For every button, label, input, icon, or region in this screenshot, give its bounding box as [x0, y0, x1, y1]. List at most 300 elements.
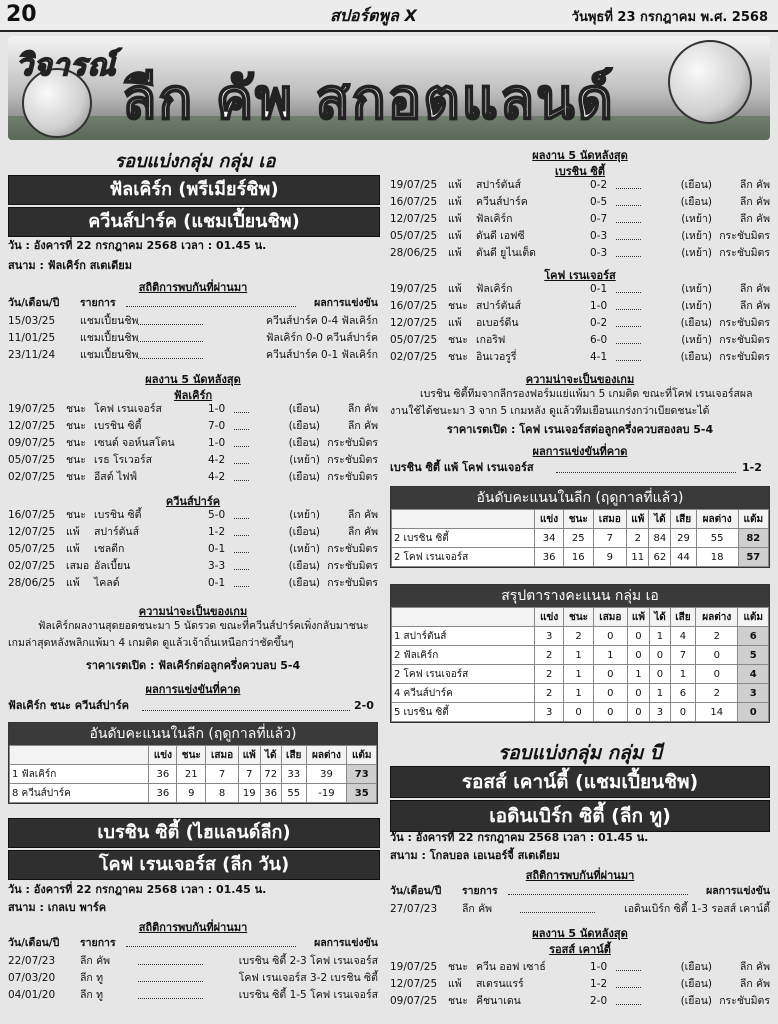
h2h-date: 07/03/20 [8, 972, 56, 984]
table-cell: 0 [627, 703, 649, 722]
leader-dots [138, 990, 203, 999]
leader-dots [508, 886, 688, 895]
form-opponent: สปาร์ตันส์ [94, 526, 140, 538]
h2h-date: 27/07/23 [390, 903, 438, 915]
table-cell: 1 [650, 627, 671, 646]
form-competition: ลีก คัพ [739, 300, 770, 312]
form-opponent: คีชนาเดน [476, 995, 521, 1007]
league-table [8, 722, 378, 804]
form-opponent: เกอริฟ [476, 334, 506, 346]
form-score: 5-0 [208, 509, 226, 521]
form-date: 16/07/25 [390, 300, 438, 312]
form-date: 28/06/25 [390, 247, 438, 259]
form-score: 3-3 [208, 560, 226, 572]
away-form-list [8, 508, 378, 598]
leader-dots [126, 298, 296, 307]
h2h-col-date: วัน/เดือน/ปี [8, 937, 60, 949]
form-score: 0-1 [208, 577, 226, 589]
home-form-list [390, 960, 770, 1020]
table-header-row [392, 608, 769, 627]
banner-title: ลีก คัพ สกอตแลนด์ [122, 67, 615, 132]
form-opponent: สปาร์ตันส์ [476, 179, 522, 191]
h2h-result: เบรชิน ซิตี้ 2-3 โคฟ เรนเจอร์ส [238, 955, 378, 967]
form-date: 19/07/25 [8, 403, 56, 415]
table-cell: 2 [696, 684, 738, 703]
table-cell: 82 [738, 529, 768, 548]
h2h-date: 11/01/25 [8, 332, 56, 344]
table-cell: 6 [738, 627, 769, 646]
form-date: 09/07/25 [390, 995, 438, 1007]
table-header-cell: แข่ง [149, 746, 177, 765]
form-venue: (เยือน) [288, 420, 320, 432]
match-datetime: วัน : อังคารที่ 22 กรกฎาคม 2568 เวลา : 01.45 น. [8, 883, 267, 896]
table-cell: 39 [306, 765, 347, 784]
form-competition: ลีก คัพ [347, 509, 378, 521]
table-cell: 6 [670, 684, 695, 703]
form-venue: (เยือน) [288, 471, 320, 483]
table-cell: 0 [627, 684, 649, 703]
table-cell: 2 [535, 684, 564, 703]
form-opponent: เชลตีก [94, 543, 125, 555]
team-name-cell: 8 ควีนส์ปาร์ค [10, 784, 149, 803]
table-cell: 5 [738, 646, 769, 665]
form-result: ชนะ [66, 437, 86, 449]
leader-dots [616, 248, 641, 257]
football-icon [668, 40, 752, 124]
leader-dots [616, 318, 641, 327]
table-header-cell: เสมอ [206, 746, 239, 765]
leader-dots [234, 404, 249, 413]
h2h-col-date: วัน/เดือน/ปี [390, 885, 442, 897]
table-cell: 2 [564, 627, 594, 646]
table-row [10, 784, 377, 803]
form-venue: (เหย้า) [681, 247, 712, 259]
home-team-banner: รอสส์ เคาน์ตี้ (แชมเปี้ยนชิพ) [390, 766, 770, 798]
table-cell: 3 [535, 627, 564, 646]
form-competition: ลีก คัพ [347, 526, 378, 538]
h2h-date: 04/01/20 [8, 989, 56, 1001]
table-cell: 4 [670, 627, 695, 646]
h2h-comp: แชมเปี้ยนชิพ [80, 315, 139, 327]
form-score: 1-0 [590, 961, 608, 973]
form-score: 1-0 [208, 437, 226, 449]
match-datetime: วัน : อังคารที่ 22 กรกฎาคม 2568 เวลา : 01.45 น. [8, 239, 267, 252]
table-header-cell: ผลต่าง [696, 510, 738, 529]
table-header-cell: เสีย [671, 510, 696, 529]
team-name-cell: 1 สปาร์ตันส์ [392, 627, 535, 646]
form-date: 05/07/25 [8, 454, 56, 466]
table-cell: 1 [593, 646, 627, 665]
table-cell: 0 [593, 703, 627, 722]
issue-date: วันพุธที่ 23 กรกฎาคม พ.ศ. 2568 [571, 10, 768, 25]
form-competition: กระชับมิตร [719, 995, 770, 1007]
form-venue: (เยือน) [680, 196, 712, 208]
h2h-comp: แชมเปี้ยนชิพ [80, 332, 139, 344]
form-opponent: สเตรนแรร์ [476, 978, 524, 990]
table-cell: 36 [535, 548, 564, 567]
form-result: ชนะ [66, 471, 86, 483]
table-header-cell: แพ้ [238, 746, 260, 765]
form-date: 19/07/25 [390, 179, 438, 191]
leader-dots [234, 421, 249, 430]
form-competition: ลีก คัพ [739, 179, 770, 191]
form-score: 1-2 [208, 526, 226, 538]
table-cell: 72 [260, 765, 281, 784]
leader-dots [234, 578, 249, 587]
form-competition: กระชับมิตร [719, 230, 770, 242]
leader-dots [616, 962, 641, 971]
form-competition: ลีก คัพ [739, 283, 770, 295]
form-venue: (เยือน) [288, 560, 320, 572]
table-cell: 34 [535, 529, 564, 548]
table-cell: 73 [347, 765, 377, 784]
table-cell: 57 [738, 548, 768, 567]
h2h-col-date: วัน/เดือน/ปี [8, 297, 60, 309]
table-cell: 1 [627, 665, 649, 684]
table-cell: 8 [206, 784, 239, 803]
page-number: 20 [6, 2, 37, 27]
table-cell: 19 [238, 784, 260, 803]
h2h-date: 23/11/24 [8, 349, 56, 361]
table-header-cell: ผลต่าง [306, 746, 347, 765]
form-result: ชนะ [66, 454, 86, 466]
standings-table [9, 745, 377, 803]
form-date: 02/07/25 [390, 351, 438, 363]
form-venue: (เยือน) [288, 526, 320, 538]
form-title: ผลงาน 5 นัดหลังสุด [532, 149, 628, 162]
table-cell: 0 [627, 646, 649, 665]
team-name-cell: 2 เบรชิน ซิตี้ [392, 529, 535, 548]
form-date: 12/07/25 [8, 526, 56, 538]
form-opponent: เรธ โรเวอร์ส [94, 454, 153, 466]
table-cell: 36 [260, 784, 281, 803]
leader-dots [616, 197, 641, 206]
match-venue: สนาม : เกลเบ พาร์ค [8, 901, 107, 914]
table-cell: 18 [696, 548, 738, 567]
table-cell: 7 [238, 765, 260, 784]
home-form-list [390, 178, 770, 268]
table-header-cell: ผลต่าง [696, 608, 738, 627]
table-cell: 0 [738, 703, 769, 722]
form-date: 12/07/25 [390, 978, 438, 990]
form-score: 0-3 [590, 247, 608, 259]
form-competition: กระชับมิตร [327, 471, 378, 483]
form-competition: กระชับมิตร [327, 577, 378, 589]
away-form-name: โคฟ เรนเจอร์ส [544, 269, 616, 282]
team-name-cell: 2 ฟัลเคิร์ก [392, 646, 535, 665]
form-date: 05/07/25 [390, 334, 438, 346]
table-cell: 36 [149, 784, 177, 803]
leader-dots [234, 510, 249, 519]
table-header-cell: แข่ง [535, 608, 564, 627]
leader-dots [616, 301, 641, 310]
leader-dots [142, 702, 350, 711]
form-result: แพ้ [66, 526, 80, 538]
form-result: ชนะ [66, 420, 86, 432]
table-cell: 3 [738, 684, 769, 703]
table-row [392, 684, 769, 703]
table-cell: 16 [563, 548, 593, 567]
form-result: ชนะ [448, 351, 468, 363]
form-opponent: เซนต์ จอห์นสโตน [94, 437, 175, 449]
form-score: 4-2 [208, 471, 226, 483]
table-header-cell: แพ้ [627, 510, 649, 529]
leader-dots [234, 561, 249, 570]
form-score: 0-2 [590, 179, 608, 191]
form-competition: กระชับมิตร [327, 543, 378, 555]
form-date: 19/07/25 [390, 961, 438, 973]
table-header-cell [10, 746, 149, 765]
table-cell: 55 [281, 784, 306, 803]
form-venue: (เยือน) [680, 351, 712, 363]
form-result: ชนะ [448, 334, 468, 346]
form-venue: (เหย้า) [681, 213, 712, 225]
h2h-col-result: ผลการแข่งขัน [706, 885, 770, 897]
form-competition: กระชับมิตร [719, 247, 770, 259]
form-opponent: อเบอร์ดีน [476, 317, 519, 329]
group-b-heading: รอบแบ่งกลุ่ม กลุ่ม บี [498, 742, 662, 764]
form-score: 7-0 [208, 420, 226, 432]
home-team-banner: เบรชิน ซิตี้ (ไฮแลนด์ลีก) [8, 818, 380, 848]
form-competition: ลีก คัพ [739, 961, 770, 973]
form-venue: (เหย้า) [681, 300, 712, 312]
form-result: แพ้ [448, 196, 462, 208]
table-cell: 7 [670, 646, 695, 665]
table-header-cell: ชนะ [563, 510, 593, 529]
form-date: 02/07/25 [8, 471, 56, 483]
form-score: 2-0 [590, 995, 608, 1007]
form-competition: กระชับมิตร [327, 454, 378, 466]
form-venue: (เหย้า) [681, 230, 712, 242]
form-opponent: เบรชิน ซิตี้ [94, 420, 142, 432]
table-header-cell: เสีย [670, 608, 695, 627]
leader-dots [616, 180, 641, 189]
team-name-cell: 1 ฟัลเคิร์ก [10, 765, 149, 784]
table-cell: -19 [306, 784, 347, 803]
home-team-banner: ฟัลเคิร์ก (พรีเมียร์ชิพ) [8, 175, 380, 205]
table-cell: 1 [564, 665, 594, 684]
h2h-result: โคฟ เรนเจอร์ส 3-2 เบรชิน ซิตี้ [238, 972, 378, 984]
form-result: ชนะ [66, 509, 86, 521]
h2h-title: สถิติการพบกันที่ผ่านมา [138, 281, 248, 294]
form-date: 28/06/25 [8, 577, 56, 589]
h2h-result: ควีนส์ปาร์ค 0-4 ฟัลเคิร์ก [265, 315, 378, 327]
h2h-col-result: ผลการแข่งขัน [314, 297, 378, 309]
group-a-heading: รอบแบ่งกลุ่ม กลุ่ม เอ [114, 151, 276, 172]
match-venue: สนาม : โกลบอล เอเนอร์จี้ สเตเดียม [390, 849, 560, 862]
form-score: 0-3 [590, 230, 608, 242]
table-cell: 2 [535, 646, 564, 665]
table-cell: 1 [564, 646, 594, 665]
table-cell: 0 [650, 646, 671, 665]
form-date: 05/07/25 [8, 543, 56, 555]
form-result: เสมอ [66, 560, 90, 572]
table-row [392, 548, 769, 567]
prediction-title: ผลการแข่งขันที่คาด [145, 683, 241, 696]
form-date: 02/07/25 [8, 560, 56, 572]
form-venue: (เยือน) [680, 995, 712, 1007]
away-form-name: ควีนส์ปาร์ค [165, 495, 221, 508]
form-result: แพ้ [448, 317, 462, 329]
form-score: 4-2 [208, 454, 226, 466]
table-cell: 7 [593, 529, 627, 548]
form-score: 0-5 [590, 196, 608, 208]
leader-dots [616, 214, 641, 223]
h2h-result: เอดินเบิร์ก ซิตี้ 1-3 รอสส์ เคาน์ตี้ [624, 903, 770, 915]
form-title: ผลงาน 5 นัดหลังสุด [145, 373, 241, 386]
table-cell: 9 [177, 784, 206, 803]
form-opponent: ฟัลเคิร์ก [476, 283, 513, 295]
form-result: แพ้ [448, 179, 462, 191]
prediction-text: ฟัลเคิร์ก ชนะ ควีนส์ปาร์ค [8, 699, 129, 712]
table-cell: 0 [627, 627, 649, 646]
league-table [390, 486, 770, 568]
table-header-cell: เสมอ [593, 510, 627, 529]
table-header-cell: แข่ง [535, 510, 564, 529]
table-cell: 2 [627, 529, 649, 548]
h2h-title: สถิติการพบกันที่ผ่านมา [525, 869, 635, 882]
table-cell: 4 [738, 665, 769, 684]
form-competition: กระชับมิตร [719, 334, 770, 346]
h2h-result: ควีนส์ปาร์ค 0-1 ฟัลเคิร์ก [265, 349, 378, 361]
opening-odds: ราคาเรตเปิด : โคฟ เรนเจอร์สต่อลูกครึ่งควบสองลบ 5-4 [446, 423, 714, 436]
table-header-cell: แต้ม [347, 746, 377, 765]
h2h-title: สถิติการพบกันที่ผ่านมา [138, 921, 248, 934]
table-cell: 84 [649, 529, 671, 548]
form-venue: (เหย้า) [681, 334, 712, 346]
form-date: 05/07/25 [390, 230, 438, 242]
form-competition: ลีก คัพ [739, 196, 770, 208]
table-cell: 0 [593, 665, 627, 684]
form-score: 1-2 [590, 978, 608, 990]
table-row [392, 529, 769, 548]
form-result: ชนะ [448, 961, 468, 973]
h2h-list [8, 936, 378, 1016]
table-cell: 3 [650, 703, 671, 722]
h2h-comp: ลีก คัพ [80, 955, 111, 967]
form-venue: (เยือน) [680, 179, 712, 191]
table-header-cell: แต้ม [738, 608, 769, 627]
form-opponent: ฟัลเคิร์ก [476, 213, 513, 225]
form-opponent: ควีน ออฟ เซาธ์ [476, 961, 546, 973]
form-result: แพ้ [448, 247, 462, 259]
form-score: 1-0 [590, 300, 608, 312]
form-result: แพ้ [448, 978, 462, 990]
h2h-col-comp: รายการ [80, 297, 116, 309]
leader-dots [234, 438, 249, 447]
table-cell: 1 [564, 684, 594, 703]
table-cell: 0 [650, 665, 671, 684]
form-venue: (เยือน) [680, 317, 712, 329]
table-cell: 2 [696, 627, 738, 646]
table-row [392, 703, 769, 722]
form-title: ผลงาน 5 นัดหลังสุด [532, 927, 628, 940]
prediction-score: 1-2 [742, 461, 762, 474]
away-team-banner: ควีนส์ปาร์ค (แชมเปี้ยนชิพ) [8, 207, 380, 237]
team-name-cell: 4 ควีนส์ปาร์ค [392, 684, 535, 703]
team-name-cell: 2 โคฟ เรนเจอร์ส [392, 665, 535, 684]
standings-table [391, 607, 769, 722]
leader-dots [138, 316, 203, 325]
h2h-comp: ลีก คัพ [462, 903, 493, 915]
leader-dots [616, 979, 641, 988]
table-cell: 11 [627, 548, 649, 567]
form-opponent: ดันดี เอฟซี [476, 230, 525, 242]
leader-dots [616, 996, 641, 1005]
form-venue: (เยือน) [680, 961, 712, 973]
table-row [10, 765, 377, 784]
opening-odds: ราคาเรตเปิด : ฟัลเคิร์กต่อลูกครึ่งควบลบ 5-4 [85, 659, 301, 672]
form-result: แพ้ [66, 577, 80, 589]
form-opponent: ไคลด์ [94, 577, 120, 589]
table-header-cell: ได้ [260, 746, 281, 765]
h2h-date: 22/07/23 [8, 955, 56, 967]
form-competition: ลีก คัพ [739, 213, 770, 225]
form-competition: กระชับมิตร [719, 351, 770, 363]
table-header-row [10, 746, 377, 765]
home-form-name: รอสส์ เคาน์ตี้ [549, 943, 611, 956]
form-date: 16/07/25 [390, 196, 438, 208]
form-result: แพ้ [66, 543, 80, 555]
table-cell: 35 [347, 784, 377, 803]
standings-table [391, 509, 769, 567]
h2h-comp: แชมเปี้ยนชิพ [80, 349, 139, 361]
away-form-list [390, 282, 770, 372]
form-competition: กระชับมิตร [327, 560, 378, 572]
form-date: 19/07/25 [390, 283, 438, 295]
prediction-text: เบรชิน ซิตี้ แพ้ โคฟ เรนเจอร์ส [390, 461, 534, 474]
table-cell: 0 [593, 627, 627, 646]
h2h-date: 15/03/25 [8, 315, 56, 327]
form-result: ชนะ [448, 995, 468, 1007]
h2h-list [8, 296, 378, 368]
table-header-cell: ได้ [650, 608, 671, 627]
form-result: ชนะ [448, 300, 468, 312]
form-date: 12/07/25 [8, 420, 56, 432]
table-cell: 21 [177, 765, 206, 784]
table-row [392, 627, 769, 646]
banner-subtitle: วิจารณ์ [16, 48, 117, 83]
table-cell: 14 [696, 703, 738, 722]
form-venue: (เหย้า) [289, 509, 320, 521]
form-score: 1-0 [208, 403, 226, 415]
form-result: ชนะ [66, 403, 86, 415]
group-summary-table [390, 584, 770, 723]
table-cell: 7 [206, 765, 239, 784]
table-cell: 1 [670, 665, 695, 684]
home-form-name: เบรชิน ซิตี้ [554, 165, 606, 178]
table-cell: 33 [281, 765, 306, 784]
table-header-cell: เสีย [281, 746, 306, 765]
form-venue: (เหย้า) [289, 454, 320, 466]
table-header-row [392, 510, 769, 529]
match-datetime: วัน : อังคารที่ 22 กรกฎาคม 2568 เวลา : 01.45 น. [390, 831, 649, 844]
form-result: แพ้ [448, 213, 462, 225]
table-cell: 2 [535, 665, 564, 684]
table-header-cell [392, 510, 535, 529]
form-venue: (เหย้า) [289, 543, 320, 555]
form-score: 0-7 [590, 213, 608, 225]
h2h-col-comp: รายการ [462, 885, 498, 897]
h2h-list [390, 884, 770, 924]
home-form-list [8, 402, 378, 492]
away-team-banner: เอดินเบิร์ก ซิตี้ (ลีก ทู) [390, 800, 770, 832]
team-name-cell: 5 เบรชิน ซิตี้ [392, 703, 535, 722]
form-competition: กระชับมิตร [719, 317, 770, 329]
form-score: 0-1 [590, 283, 608, 295]
table-cell: 0 [696, 646, 738, 665]
form-score: 0-2 [590, 317, 608, 329]
